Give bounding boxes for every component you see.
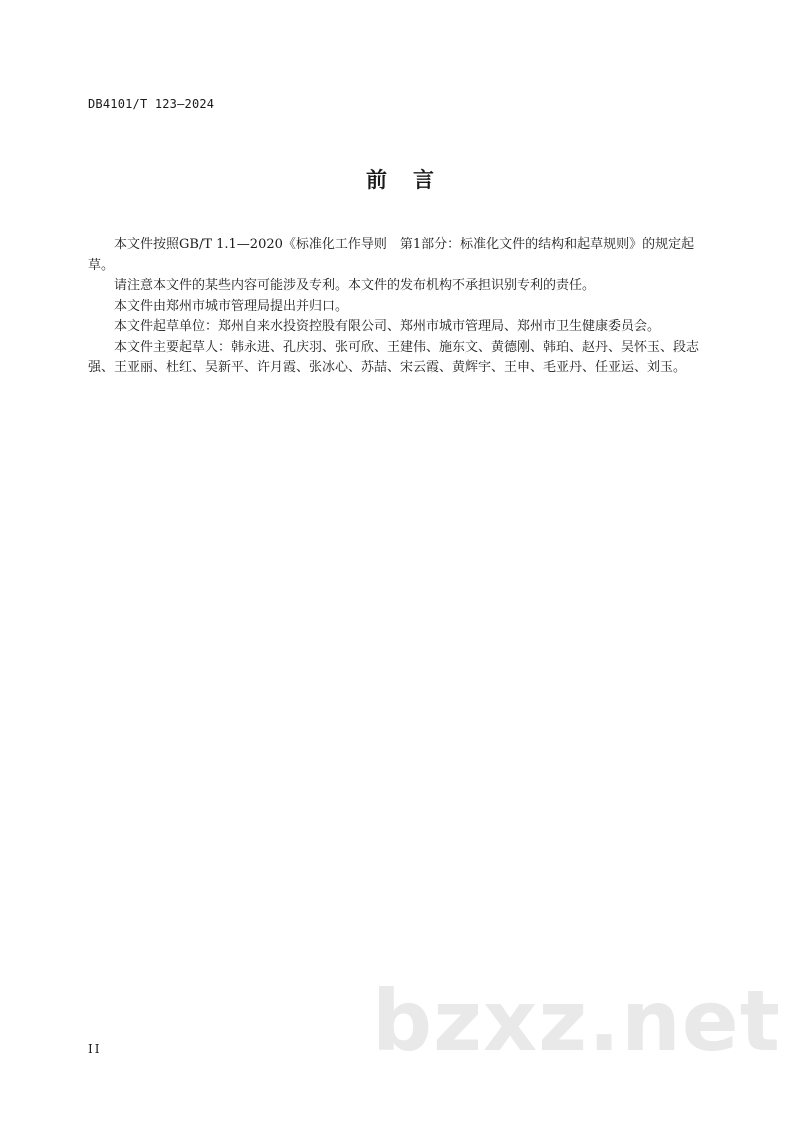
paragraph-proposer: 本文件由郑州市城市管理局提出并归口。 <box>114 298 349 314</box>
page-number: II <box>88 1042 102 1056</box>
paragraph-drafters: 本文件主要起草人：韩永进、孔庆羽、张可欣、王建伟、施东文、黄德刚、韩珀、赵丹、吴怀玉、段志强、王亚丽、杜红、吴新平、许月霞、张冰心、苏喆、宋云霞、黄辉宇、王申、毛亚丹、任亚运、刘玉。 <box>88 339 700 375</box>
document-code: DB4101/T 123—2024 <box>88 97 215 111</box>
paragraph-patent-notice: 请注意本文件的某些内容可能涉及专利。本文件的发布机构不承担识别专利的责任。 <box>114 278 596 293</box>
watermark: bzxz.net <box>372 972 781 1070</box>
paragraph-drafting-basis: 本文件按照GB/T 1.1—2020《标准化工作导则 第1部分：标准化文件的结构和起草规则》的规定起草。 <box>88 237 695 273</box>
paragraph-drafting-units: 本文件起草单位：郑州自来水投资控股有限公司、郑州市城市管理局、郑州市卫生健康委员会。 <box>114 319 661 334</box>
page-title: 前言 <box>366 168 460 192</box>
foreword-body <box>88 235 714 379</box>
